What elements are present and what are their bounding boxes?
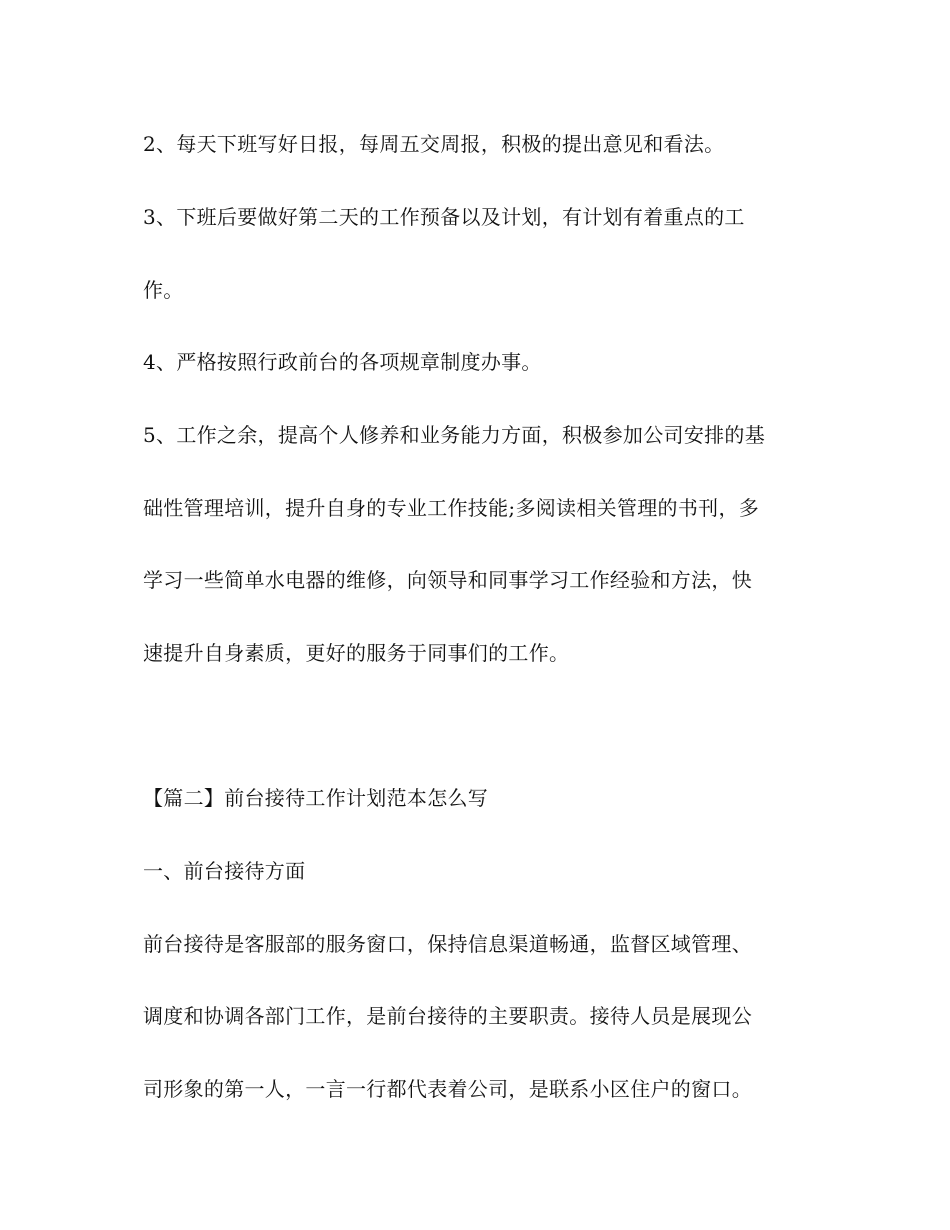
paragraph-line-3: 作。 [143, 278, 184, 302]
paragraph-line-9: 前台接待是客服部的服务窗口，保持信息渠道畅通，监督区域管理、 [143, 932, 752, 956]
paragraph-line-11: 司形象的第一人，一言一行都代表着公司，是联系小区住户的窗口。 [143, 1077, 752, 1101]
paragraph-line-5: 5、工作之余，提高个人修养和业务能力方面，积极参加公司安排的基 [143, 423, 766, 447]
paragraph-line-4: 4、严格按照行政前台的各项规章制度办事。 [143, 350, 542, 374]
subsection-heading: 一、前台接待方面 [143, 859, 306, 883]
paragraph-line-1: 2、每天下班写好日报，每周五交周报，积极的提出意见和看法。 [143, 132, 725, 156]
paragraph-line-7: 学习一些简单水电器的维修，向领导和同事学习工作经验和方法，快 [143, 568, 752, 592]
section-heading: 【篇二】前台接待工作计划范本怎么写 [143, 786, 489, 810]
paragraph-line-8: 速提升自身素质，更好的服务于同事们的工作。 [143, 641, 570, 665]
paragraph-line-6: 础性管理培训，提升自身的专业工作技能;多阅读相关管理的书刊，多 [143, 496, 760, 520]
paragraph-line-10: 调度和协调各部门工作，是前台接待的主要职责。接待人员是展现公 [143, 1004, 752, 1028]
paragraph-line-2: 3、下班后要做好第二天的工作预备以及计划，有计划有着重点的工 [143, 205, 745, 229]
